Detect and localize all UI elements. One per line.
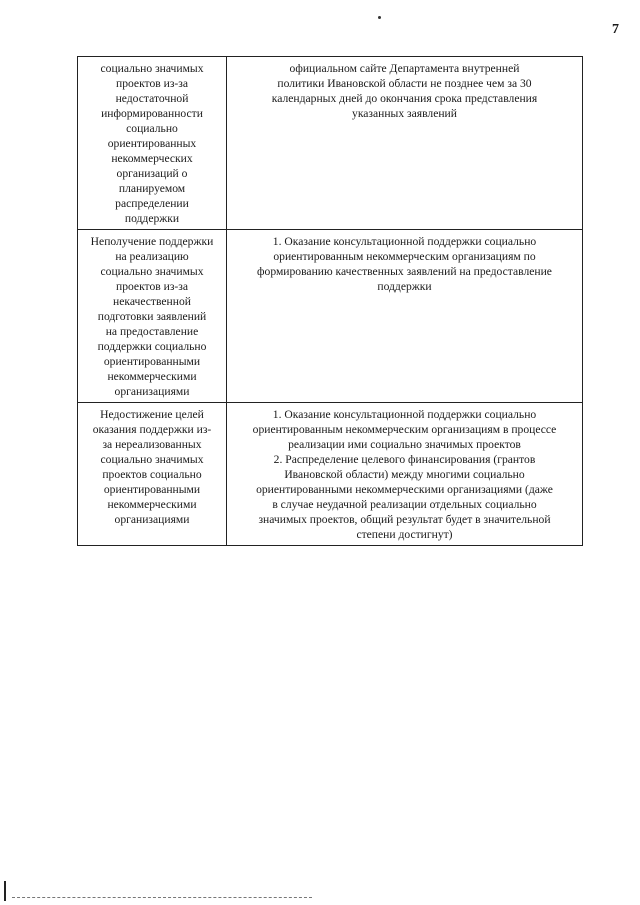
- table-row: [78, 57, 583, 230]
- scan-artifact-line: [12, 897, 312, 898]
- measures-cell: 1. Оказание консультационной поддержки социально ориентированным некоммерческим организациям по формированию качественных заявлений на предоставление поддержки: [227, 230, 583, 403]
- table-row: [78, 403, 583, 546]
- page-number: 7: [612, 22, 619, 37]
- risk-cell: социально значимых проектов из-за недостаточной информированности социально ориентированных некоммерческих организаций о планируемом распределении поддержки: [78, 57, 227, 230]
- risk-cell: Неполучение поддержки на реализацию социально значимых проектов из-за некачественной подготовки заявлений на предоставление поддержки социально ориентированными некоммерческими организациями: [78, 230, 227, 403]
- measures-cell: 1. Оказание консультационной поддержки социально ориентированным некоммерческим организациям в процессе реализации ими социально значимых проектов 2. Распределение целевого финансирования (грантов Ивановской области) между многими социально ориентированными некоммерческими организациями (даже в случае неудачной реализации отдельных социально значимых проектов, общий результат будет в значительной степени достигнут): [227, 403, 583, 546]
- risk-table: [77, 56, 583, 546]
- scan-speck: [378, 16, 381, 19]
- scan-edge-mark: [4, 881, 6, 901]
- risk-cell: Недостижение целей оказания поддержки из- за нереализованных социально значимых проектов социально ориентированными некоммерческими организациями: [78, 403, 227, 546]
- table-row: [78, 230, 583, 403]
- measures-cell: официальном сайте Департамента внутренней политики Ивановской области не позднее чем за 30 календарных дней до окончания срока представления указанных заявлений: [227, 57, 583, 230]
